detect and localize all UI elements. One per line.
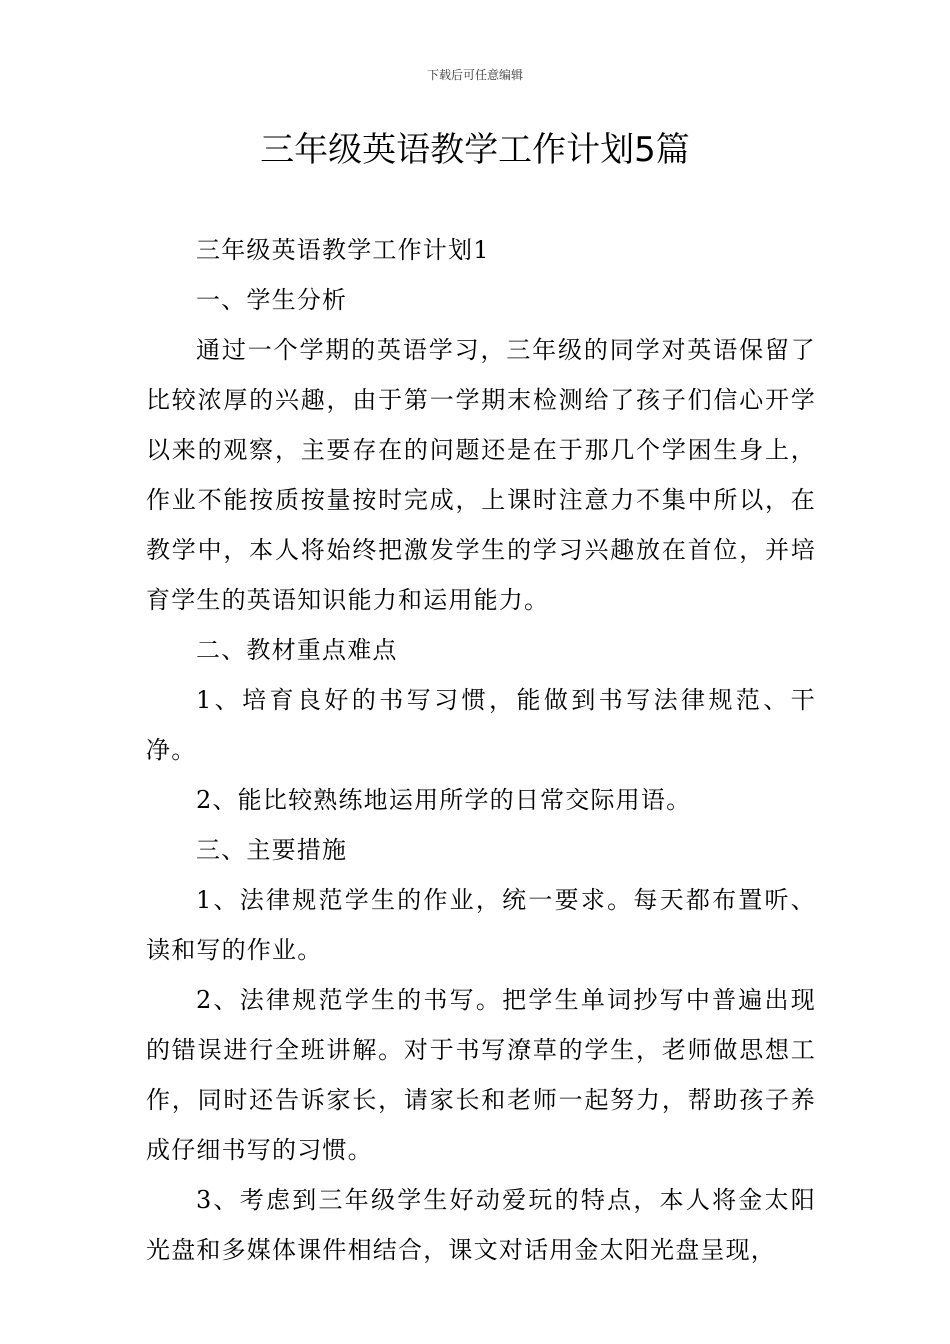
list-item-measure-1: 1、法律规范学生的作业，统一要求。每天都布置听、读和写的作业。 <box>146 886 816 964</box>
section-heading-student-analysis: 一、学生分析 <box>196 286 348 314</box>
list-item-key-point-2: 2、能比较熟练地运用所学的日常交际用语。 <box>196 786 692 814</box>
document-title: 三年级英语教学工作计划5篇 <box>260 130 690 170</box>
section-heading-plan-1: 三年级英语教学工作计划1 <box>196 236 490 264</box>
paragraph-student-analysis: 通过一个学期的英语学习，三年级的同学对英语保留了比较浓厚的兴趣，由于第一学期末检测给了孩子们信心开学以来的观察，主要存在的问题还是在于那几个学困生身上，作业不能按质按量按时完成，上课时注意力不集中所以，在教学中，本人将始终把激发学生的学习兴趣放在首位，并培育学生的英语知识能力和运用能力。 <box>146 336 816 614</box>
section-heading-key-points: 二、教材重点难点 <box>196 636 398 664</box>
list-item-measure-2: 2、法律规范学生的书写。把学生单词抄写中普遍出现的错误进行全班讲解。对于书写潦草的学生，老师做思想工作，同时还告诉家长，请家长和老师一起努力，帮助孩子养成仔细书写的习惯。 <box>146 986 816 1164</box>
document-body <box>146 225 816 1275</box>
list-item-key-point-1: 1、培育良好的书写习惯，能做到书写法律规范、干净。 <box>146 686 816 764</box>
header-note: 下载后可任意编辑 <box>426 68 523 82</box>
list-item-measure-3: 3、考虑到三年级学生好动爱玩的特点，本人将金太阳光盘和多媒体课件相结合，课文对话用金太阳光盘呈现， <box>146 1186 816 1264</box>
section-heading-measures: 三、主要措施 <box>196 836 348 864</box>
